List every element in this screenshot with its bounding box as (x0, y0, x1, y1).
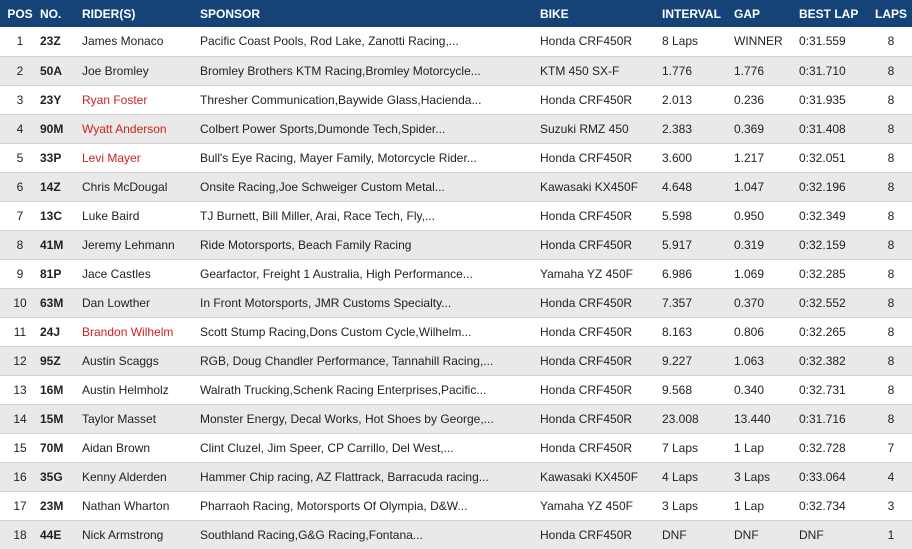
table-row (0, 433, 912, 462)
cell-laps: 8 (870, 85, 912, 114)
cell-number: 23Y (40, 85, 82, 114)
cell-number: 13C (40, 201, 82, 230)
cell-laps: 8 (887, 34, 895, 49)
cell-best-lap: 0:32.731 (799, 375, 870, 404)
table-row (0, 259, 912, 288)
cell-gap: DNF (734, 520, 799, 549)
cell-number: 95Z (40, 346, 82, 375)
cell-best-lap: 0:32.051 (799, 143, 870, 172)
cell-sponsor: Bromley Brothers KTM Racing,Bromley Motorcycle... (200, 56, 540, 85)
cell-gap: 0.236 (734, 85, 799, 114)
cell-pos: 6 (0, 172, 40, 201)
cell-number: 33P (40, 143, 82, 172)
cell-number: 63M (40, 288, 82, 317)
cell-laps: 1 (870, 520, 912, 549)
header-best-lap: BEST LAP (799, 6, 859, 21)
cell-sponsor: Colbert Power Sports,Dumonde Tech,Spider... (200, 114, 540, 143)
cell-interval: 8 Laps (662, 34, 699, 49)
cell-sponsor: Walrath Trucking,Schenk Racing Enterprises,Pacific... (200, 375, 540, 404)
cell-rider: Joe Bromley (82, 56, 200, 85)
cell-pos: 9 (0, 259, 40, 288)
cell-best-lap: 0:31.710 (799, 56, 870, 85)
cell-pos: 11 (0, 317, 40, 346)
cell-bike: Honda CRF450R (540, 433, 662, 462)
header-rider: RIDER(S) (82, 6, 136, 21)
header-row (0, 0, 912, 27)
table-row (0, 114, 912, 143)
cell-sponsor: Bull's Eye Racing, Mayer Family, Motorcycle Rider... (200, 143, 540, 172)
cell-best-lap: 0:32.285 (799, 259, 870, 288)
cell-rider: Luke Baird (82, 201, 200, 230)
cell-laps: 8 (870, 201, 912, 230)
cell-sponsor: Gearfactor, Freight 1 Australia, High Performance... (200, 259, 540, 288)
cell-interval: 5.598 (662, 201, 734, 230)
cell-pos: 1 (16, 34, 24, 49)
cell-bike: Honda CRF450R (540, 34, 633, 49)
cell-bike: Honda CRF450R (540, 404, 662, 433)
cell-bike: Honda CRF450R (540, 346, 662, 375)
cell-number: 81P (40, 259, 82, 288)
cell-pos: 8 (0, 230, 40, 259)
cell-interval: 4.648 (662, 172, 734, 201)
cell-pos: 10 (0, 288, 40, 317)
cell-pos: 17 (0, 491, 40, 520)
cell-bike: Yamaha YZ 450F (540, 259, 662, 288)
cell-laps: 7 (870, 433, 912, 462)
cell-interval: 9.568 (662, 375, 734, 404)
cell-gap: 1.063 (734, 346, 799, 375)
cell-best-lap: 0:33.064 (799, 462, 870, 491)
cell-gap: 1 Lap (734, 491, 799, 520)
cell-gap: 0.340 (734, 375, 799, 404)
cell-laps: 8 (870, 317, 912, 346)
table-row (0, 288, 912, 317)
cell-laps: 8 (870, 288, 912, 317)
cell-best-lap: 0:32.265 (799, 317, 870, 346)
table-row (0, 346, 912, 375)
cell-rider: Austin Scaggs (82, 346, 200, 375)
cell-interval: 7 Laps (662, 433, 734, 462)
cell-best-lap: 0:32.734 (799, 491, 870, 520)
cell-gap: 1 Lap (734, 433, 799, 462)
cell-bike: Honda CRF450R (540, 288, 662, 317)
cell-best-lap: DNF (799, 520, 870, 549)
cell-interval: 3.600 (662, 143, 734, 172)
cell-bike: Kawasaki KX450F (540, 462, 662, 491)
cell-bike: Honda CRF450R (540, 201, 662, 230)
cell-interval: 1.776 (662, 56, 734, 85)
cell-number: 41M (40, 230, 82, 259)
header-sponsor: SPONSOR (200, 6, 261, 21)
cell-pos: 4 (0, 114, 40, 143)
cell-best-lap: 0:31.716 (799, 404, 870, 433)
cell-best-lap: 0:32.382 (799, 346, 870, 375)
cell-best-lap: 0:31.559 (799, 34, 846, 49)
cell-interval: DNF (662, 520, 734, 549)
cell-sponsor: In Front Motorsports, JMR Customs Specialty... (200, 288, 540, 317)
cell-best-lap: 0:32.552 (799, 288, 870, 317)
cell-rider: Ryan Foster (82, 85, 200, 114)
cell-rider: Austin Helmholz (82, 375, 200, 404)
results-body (0, 27, 912, 549)
cell-rider: Jace Castles (82, 259, 200, 288)
cell-number: 90M (40, 114, 82, 143)
cell-gap: 0.806 (734, 317, 799, 346)
cell-gap: 1.776 (734, 56, 799, 85)
cell-rider: Wyatt Anderson (82, 114, 200, 143)
cell-bike: KTM 450 SX-F (540, 56, 662, 85)
table-row (0, 143, 912, 172)
table-row (0, 172, 912, 201)
cell-laps: 8 (870, 143, 912, 172)
cell-best-lap: 0:32.349 (799, 201, 870, 230)
cell-bike: Suzuki RMZ 450 (540, 114, 662, 143)
cell-best-lap: 0:31.408 (799, 114, 870, 143)
table-row (0, 317, 912, 346)
cell-gap: 1.217 (734, 143, 799, 172)
header-no: NO. (40, 6, 62, 21)
cell-number: 50A (40, 56, 82, 85)
cell-laps: 8 (870, 56, 912, 85)
cell-pos: 16 (0, 462, 40, 491)
cell-gap: 0.370 (734, 288, 799, 317)
header-gap: GAP (734, 6, 761, 21)
cell-bike: Honda CRF450R (540, 375, 662, 404)
cell-number: 23Z (40, 34, 61, 49)
cell-laps: 8 (870, 404, 912, 433)
cell-gap: 3 Laps (734, 462, 799, 491)
cell-sponsor: Thresher Communication,Baywide Glass,Hacienda... (200, 85, 540, 114)
cell-interval: 2.013 (662, 85, 734, 114)
cell-sponsor: Southland Racing,G&G Racing,Fontana... (200, 520, 540, 549)
header-pos: POS (7, 6, 33, 21)
cell-sponsor: RGB, Doug Chandler Performance, Tannahill Racing,... (200, 346, 540, 375)
cell-sponsor: Pacific Coast Pools, Rod Lake, Zanotti Racing,... (200, 34, 459, 49)
table-row (0, 201, 912, 230)
cell-pos: 13 (0, 375, 40, 404)
cell-gap: WINNER (734, 34, 783, 49)
cell-best-lap: 0:31.935 (799, 85, 870, 114)
header-bike: BIKE (540, 6, 569, 21)
cell-number: 24J (40, 317, 82, 346)
table-row (0, 230, 912, 259)
table-row (0, 462, 912, 491)
cell-number: 70M (40, 433, 82, 462)
cell-sponsor: Pharraoh Racing, Motorsports Of Olympia, D&W... (200, 491, 540, 520)
cell-pos: 18 (0, 520, 40, 549)
cell-best-lap: 0:32.196 (799, 172, 870, 201)
cell-pos: 12 (0, 346, 40, 375)
cell-laps: 8 (870, 230, 912, 259)
cell-pos: 5 (0, 143, 40, 172)
cell-rider: Levi Mayer (82, 143, 200, 172)
cell-laps: 8 (870, 114, 912, 143)
cell-number: 23M (40, 491, 82, 520)
cell-rider: Nathan Wharton (82, 491, 200, 520)
cell-bike: Yamaha YZ 450F (540, 491, 662, 520)
cell-bike: Honda CRF450R (540, 317, 662, 346)
cell-laps: 4 (870, 462, 912, 491)
cell-sponsor: Onsite Racing,Joe Schweiger Custom Metal... (200, 172, 540, 201)
cell-rider: Nick Armstrong (82, 520, 200, 549)
cell-gap: 13.440 (734, 404, 799, 433)
cell-rider: Chris McDougal (82, 172, 200, 201)
cell-interval: 6.986 (662, 259, 734, 288)
cell-interval: 4 Laps (662, 462, 734, 491)
cell-gap: 0.369 (734, 114, 799, 143)
cell-laps: 8 (870, 375, 912, 404)
cell-rider: Taylor Masset (82, 404, 200, 433)
table-row (0, 27, 912, 56)
cell-rider: Aidan Brown (82, 433, 200, 462)
cell-interval: 9.227 (662, 346, 734, 375)
table-row (0, 85, 912, 114)
cell-gap: 0.319 (734, 230, 799, 259)
cell-number: 15M (40, 404, 82, 433)
cell-interval: 7.357 (662, 288, 734, 317)
table-row (0, 375, 912, 404)
cell-number: 35G (40, 462, 82, 491)
cell-bike: Honda CRF450R (540, 230, 662, 259)
cell-gap: 1.069 (734, 259, 799, 288)
cell-sponsor: Hammer Chip racing, AZ Flattrack, Barracuda racing... (200, 462, 540, 491)
cell-laps: 8 (870, 346, 912, 375)
cell-pos: 2 (0, 56, 40, 85)
table-row (0, 520, 912, 549)
table-row (0, 56, 912, 85)
cell-bike: Honda CRF450R (540, 143, 662, 172)
cell-laps: 8 (870, 172, 912, 201)
cell-gap: 1.047 (734, 172, 799, 201)
cell-pos: 15 (0, 433, 40, 462)
cell-interval: 23.008 (662, 404, 734, 433)
cell-pos: 14 (0, 404, 40, 433)
cell-interval: 5.917 (662, 230, 734, 259)
cell-sponsor: Clint Cluzel, Jim Speer, CP Carrillo, Del West,... (200, 433, 540, 462)
table-row (0, 404, 912, 433)
header-interval: INTERVAL (662, 6, 721, 21)
cell-number: 14Z (40, 172, 82, 201)
cell-interval: 2.383 (662, 114, 734, 143)
cell-bike: Kawasaki KX450F (540, 172, 662, 201)
table-row (0, 491, 912, 520)
cell-number: 16M (40, 375, 82, 404)
cell-sponsor: Monster Energy, Decal Works, Hot Shoes by George,... (200, 404, 540, 433)
cell-rider: Dan Lowther (82, 288, 200, 317)
cell-bike: Honda CRF450R (540, 520, 662, 549)
results-header (0, 0, 912, 27)
cell-rider: Jeremy Lehmann (82, 230, 200, 259)
cell-best-lap: 0:32.728 (799, 433, 870, 462)
cell-rider: Kenny Alderden (82, 462, 200, 491)
cell-laps: 3 (870, 491, 912, 520)
cell-rider: Brandon Wilhelm (82, 317, 200, 346)
cell-sponsor: Ride Motorsports, Beach Family Racing (200, 230, 540, 259)
cell-interval: 8.163 (662, 317, 734, 346)
cell-pos: 3 (0, 85, 40, 114)
cell-laps: 8 (870, 259, 912, 288)
header-laps: LAPS (874, 6, 907, 21)
cell-rider: James Monaco (82, 34, 164, 49)
cell-number: 44E (40, 520, 82, 549)
cell-sponsor: Scott Stump Racing,Dons Custom Cycle,Wilhelm... (200, 317, 540, 346)
cell-gap: 0.950 (734, 201, 799, 230)
cell-bike: Honda CRF450R (540, 85, 662, 114)
cell-interval: 3 Laps (662, 491, 734, 520)
cell-best-lap: 0:32.159 (799, 230, 870, 259)
cell-pos: 7 (0, 201, 40, 230)
cell-sponsor: TJ Burnett, Bill Miller, Arai, Race Tech, Fly,... (200, 201, 540, 230)
